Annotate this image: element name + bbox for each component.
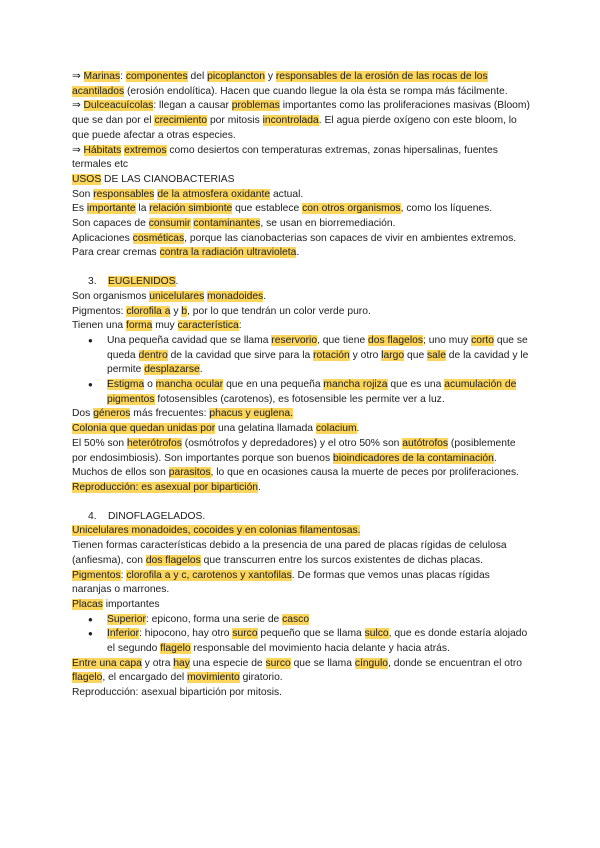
text-run: muy bbox=[152, 320, 178, 332]
text-run: (posiblemente por endosimbiosis). Son importantes porque son buenos bbox=[72, 437, 516, 464]
highlighted-text: dos flagelos bbox=[145, 554, 201, 566]
text-run: como desiertos con temperaturas extremas, zonas hipersalinas, fuentes termales etc bbox=[72, 144, 498, 171]
highlighted-text: Entre una capa bbox=[72, 657, 142, 669]
highlighted-text: movimiento bbox=[187, 672, 240, 684]
text-run: . bbox=[175, 276, 179, 288]
text-run: , porque las cianobacterias son capaces de vivir en ambientes extremos. Para crear cremas bbox=[72, 232, 517, 259]
text-run: : llegan a causar bbox=[153, 100, 232, 112]
highlighted-text: colacium bbox=[315, 423, 357, 435]
highlighted-text: Unicelulares monadoides, cocoides y en colonias filamentosas. bbox=[72, 525, 361, 537]
highlighted-text: picoplancton bbox=[207, 71, 265, 82]
usos-line-2 bbox=[72, 202, 532, 217]
highlighted-text: contaminantes bbox=[193, 218, 261, 230]
text-run: Dos bbox=[72, 408, 94, 420]
text-run: . bbox=[263, 290, 267, 302]
highlighted-text: surco bbox=[265, 657, 291, 669]
text-run: de la cavidad que sirve para la bbox=[167, 349, 314, 361]
highlighted-text: sulco bbox=[364, 628, 389, 640]
spacer bbox=[72, 261, 532, 275]
highlighted-text: con otros organismos bbox=[302, 203, 401, 215]
text-run: que bbox=[404, 349, 428, 361]
text-run: DINOFLAGELADOS. bbox=[108, 510, 206, 522]
text-run: . bbox=[356, 423, 360, 435]
text-run: : bbox=[238, 320, 242, 332]
dino-line-5 bbox=[72, 657, 532, 686]
text-run: que transcurren entre los surcos existentes de dichas placas. bbox=[200, 554, 483, 566]
text-run: que establece bbox=[232, 203, 303, 215]
highlighted-text: Marinas bbox=[83, 71, 121, 82]
text-run: , se usan en biorremediación. bbox=[260, 218, 396, 230]
text-run: Una pequeña cavidad que se llama bbox=[107, 334, 272, 346]
highlighted-text: extremos bbox=[124, 144, 167, 156]
highlighted-text: reservorio bbox=[271, 334, 318, 346]
bullet-item bbox=[72, 378, 532, 407]
highlighted-text: relación simbionte bbox=[149, 203, 233, 215]
text-run: DE LAS CIANOBACTERIAS bbox=[101, 173, 235, 185]
highlighted-text: acumulación de pigmentos bbox=[107, 379, 517, 405]
text-run: y bbox=[170, 305, 182, 317]
text-run: , lo que en ocasiones causa la muerte de peces por proliferaciones. bbox=[210, 467, 520, 479]
section-number: 3. bbox=[88, 276, 97, 288]
text-run: ⇒ bbox=[72, 100, 84, 112]
highlighted-text: Reproducción: es asexual por bipartición bbox=[72, 481, 259, 493]
highlighted-text: responsables bbox=[93, 188, 155, 200]
highlighted-text: surco bbox=[232, 628, 258, 640]
text-run: , que es donde estaría alojado el segundo bbox=[107, 628, 528, 655]
text-run: una especie de bbox=[189, 657, 266, 669]
bullet-item bbox=[72, 613, 532, 628]
text-run: Reproducción: asexual bipartición por mitosis. bbox=[72, 687, 283, 699]
text-run: que es una bbox=[387, 379, 445, 391]
text-run: responsable del movimiento hacia delante y hacia atrás. bbox=[190, 643, 450, 655]
highlighted-text: EUGLENIDOS bbox=[108, 276, 176, 288]
highlighted-text: Pigmentos bbox=[72, 569, 121, 581]
highlighted-text: unicelulares bbox=[149, 290, 205, 302]
text-run: la bbox=[135, 203, 150, 215]
dino-bullets bbox=[72, 613, 532, 657]
text-run: actual. bbox=[270, 188, 304, 200]
text-run: una gelatina llamada bbox=[215, 423, 316, 435]
text-run: por mitosis bbox=[207, 115, 263, 127]
highlighted-text: cíngulo bbox=[354, 657, 389, 669]
highlighted-text: monadoides bbox=[207, 290, 264, 302]
text-run: . El agua pierde oxígeno con este bloom, lo que puede afectar a otras especies. bbox=[72, 115, 517, 141]
dulceacuicolas-paragraph bbox=[72, 99, 532, 143]
marinas-paragraph bbox=[72, 70, 532, 99]
text-run: pequeño que se llama bbox=[257, 628, 365, 640]
bullet-item bbox=[72, 334, 532, 378]
highlighted-text: importante bbox=[86, 203, 136, 215]
text-run: ⇒ bbox=[72, 144, 84, 156]
usos-line-1 bbox=[72, 188, 532, 203]
highlighted-text: b bbox=[181, 305, 188, 317]
highlighted-text: autótrofos bbox=[402, 437, 449, 449]
habitats-paragraph bbox=[72, 144, 532, 173]
text-run: , donde se encuentran el otro bbox=[388, 657, 522, 669]
text-run: : epicono, forma una serie de bbox=[145, 613, 283, 625]
eug-line-3 bbox=[72, 319, 532, 334]
highlighted-text: sale bbox=[427, 349, 446, 361]
highlighted-text: parasitos bbox=[168, 467, 211, 479]
eug-line-8 bbox=[72, 481, 532, 496]
text-run: : hipocono, hay otro bbox=[139, 628, 233, 640]
highlighted-text: de la atmosfera oxidante bbox=[157, 188, 271, 200]
highlighted-text: rotación bbox=[313, 349, 350, 361]
highlighted-text: USOS bbox=[72, 173, 102, 185]
highlighted-text: géneros bbox=[93, 408, 131, 420]
eug-line-1 bbox=[72, 290, 532, 305]
text-run: : bbox=[120, 71, 126, 82]
text-run: Tienen formas características debido a la presencia de una pared de placas rígidas de celulosa (anfiesma), con bbox=[72, 540, 507, 566]
highlighted-text: consumir bbox=[148, 218, 191, 230]
eug-line-2 bbox=[72, 305, 532, 320]
text-run: giratorio. bbox=[239, 672, 283, 684]
bullet-item bbox=[72, 627, 532, 656]
highlighted-text: forma bbox=[126, 320, 153, 332]
spacer bbox=[72, 496, 532, 510]
text-run: ; uno muy bbox=[423, 334, 472, 346]
highlighted-text: contra la radiación ultravioleta bbox=[159, 247, 297, 259]
highlighted-text: clorofila a y c, carotenos y xantofilas bbox=[126, 569, 292, 581]
dino-line-6 bbox=[72, 686, 532, 701]
eug-line-5 bbox=[72, 422, 532, 437]
highlighted-text: heterótrofos bbox=[126, 437, 182, 449]
eug-line-4 bbox=[72, 407, 532, 422]
highlighted-text: cosméticas bbox=[132, 232, 185, 244]
highlighted-text: componentes bbox=[125, 71, 188, 82]
text-run: que se llama bbox=[290, 657, 355, 669]
text-run: Tienen una bbox=[72, 320, 127, 332]
dino-line-2 bbox=[72, 539, 532, 568]
highlighted-text: dos flagelos bbox=[368, 334, 423, 346]
eug-line-6 bbox=[72, 437, 532, 466]
dino-line-4 bbox=[72, 598, 532, 613]
text-run: . De formas que vemos unas placas rígidas naranjas o marrones. bbox=[72, 569, 490, 596]
text-run: . bbox=[296, 247, 300, 259]
highlighted-text: problemas bbox=[231, 100, 280, 112]
highlighted-text: Colonia que quedan unidas por bbox=[72, 423, 216, 435]
text-run: Aplicaciones bbox=[72, 232, 133, 244]
text-run: Son bbox=[72, 188, 94, 200]
highlighted-text: mancha ocular bbox=[155, 379, 224, 391]
dino-line-1 bbox=[72, 524, 532, 539]
text-run: , que tiene bbox=[317, 334, 369, 346]
text-run: El 50% son bbox=[72, 437, 127, 449]
document-page bbox=[72, 70, 532, 701]
highlighted-text: característica bbox=[177, 320, 239, 332]
eug-line-7 bbox=[72, 466, 532, 481]
highlighted-text: flagelo bbox=[160, 643, 191, 655]
text-run: y otro bbox=[349, 349, 382, 361]
highlighted-text: Hábitats bbox=[83, 144, 122, 156]
text-run: fotosensibles (carotenos), es fotosensible les permite ver a luz. bbox=[154, 393, 445, 405]
text-run: importantes bbox=[102, 598, 160, 610]
usos-heading bbox=[72, 173, 532, 188]
text-run: ⇒ bbox=[72, 71, 84, 82]
usos-line-3 bbox=[72, 217, 532, 232]
highlighted-text: largo bbox=[381, 349, 405, 361]
highlighted-text: flagelo bbox=[72, 672, 103, 684]
euglenidos-heading bbox=[72, 275, 532, 290]
text-run: Muchos de ellos son bbox=[72, 467, 169, 479]
section-number: 4. bbox=[88, 510, 97, 522]
text-run: más frecuentes: bbox=[130, 408, 210, 420]
usos-line-4 bbox=[72, 232, 532, 261]
text-run: , por lo que tendrán un color verde puro. bbox=[187, 305, 371, 317]
text-run: : bbox=[120, 569, 127, 581]
text-run: importantes como las proliferaciones masivas (Bloom) que se dan por el bbox=[72, 100, 530, 127]
text-run: y otra bbox=[141, 657, 174, 669]
highlighted-text: bioindicadores de la contaminación bbox=[333, 452, 494, 464]
highlighted-text: corto bbox=[471, 334, 494, 346]
text-run: Pigmentos: bbox=[72, 305, 127, 317]
text-run: Son capaces de bbox=[72, 218, 149, 230]
highlighted-text: responsables de la erosión de las rocas de los acantilados bbox=[72, 71, 488, 97]
text-run: del bbox=[187, 71, 208, 82]
text-run: o bbox=[144, 379, 156, 391]
text-run: , el encargado del bbox=[102, 672, 188, 684]
text-run: . bbox=[199, 364, 203, 376]
text-run: (osmótrofos y depredadores) y el otro 50% son bbox=[181, 437, 403, 449]
text-run: y bbox=[264, 71, 276, 82]
text-run: (erosión endolítica). Hacen que cuando llegue la ola ésta se rompa más fácilmente. bbox=[124, 85, 508, 97]
highlighted-text: hay bbox=[173, 657, 190, 669]
highlighted-text: Dulceacuícolas bbox=[83, 100, 154, 112]
dino-line-3 bbox=[72, 569, 532, 598]
highlighted-text: incontrolada bbox=[262, 115, 319, 127]
highlighted-text: Superior bbox=[107, 613, 146, 625]
highlighted-text: desplazarse bbox=[144, 364, 200, 376]
highlighted-text: crecimiento bbox=[154, 115, 208, 127]
highlighted-text: Placas bbox=[72, 598, 103, 610]
highlighted-text: casco bbox=[282, 613, 310, 625]
text-run: que se queda bbox=[107, 334, 528, 361]
text-run: que en una pequeña bbox=[223, 379, 324, 391]
text-run: , como los líquenes. bbox=[400, 203, 493, 215]
highlighted-text: mancha rojiza bbox=[323, 379, 388, 391]
highlighted-text: Estigma bbox=[107, 379, 145, 391]
highlighted-text: phacus y euglena. bbox=[209, 408, 293, 420]
dinoflagelados-heading bbox=[72, 510, 532, 525]
euglenidos-bullets bbox=[72, 334, 532, 408]
highlighted-text: Inferior bbox=[107, 628, 140, 640]
text-run: . bbox=[493, 452, 497, 464]
text-run: de la cavidad y le permite bbox=[107, 349, 529, 376]
text-run: Son organismos bbox=[72, 290, 150, 302]
highlighted-text: dentro bbox=[138, 349, 168, 361]
text-run: Es bbox=[72, 203, 87, 215]
text-run: . bbox=[258, 481, 261, 493]
highlighted-text: clorofila a bbox=[126, 305, 171, 317]
